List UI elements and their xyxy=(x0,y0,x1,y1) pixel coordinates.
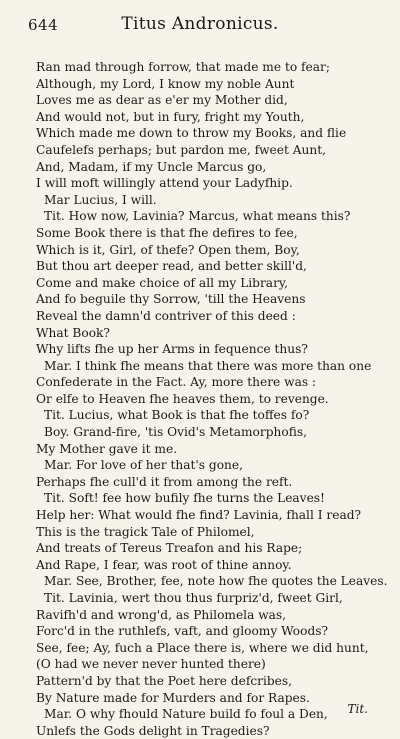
running-title: Titus Andronicus. xyxy=(121,14,279,34)
text-line: My Mother gave it me. xyxy=(36,441,178,456)
text-line: Mar. For love of her that's gone, xyxy=(44,458,243,473)
catchword: Tit. xyxy=(347,702,368,716)
text-line: Tit. Lucius, what Book is that fhe toffes fo? xyxy=(44,408,310,423)
text-line: But thou art deeper read, and better skill'd, xyxy=(36,259,307,274)
text-line: Caufelefs perhaps; but pardon me, fweet Aunt, xyxy=(36,142,327,157)
text-line: What Book? xyxy=(36,325,110,340)
page-number: 644 xyxy=(28,16,59,34)
text-line: (O had we never never hunted there) xyxy=(36,657,266,672)
text-line: Why lifts fhe up her Arms in fequence thus? xyxy=(36,342,308,357)
text-line: Pattern'd by that the Poet here defcribes, xyxy=(36,673,293,688)
text-line: Ravifh'd and wrong'd, as Philomela was, xyxy=(36,607,287,622)
text-line: And treats of Tereus Treafon and his Rape; xyxy=(36,541,303,556)
text-line: Mar. I think fhe means that there was more than one xyxy=(44,358,372,373)
text-line: Mar Lucius, I will. xyxy=(44,192,157,207)
text-line: Perhaps fhe cull'd it from among the reft. xyxy=(36,474,293,489)
text-line: Ran mad through forrow, that made me to fear; xyxy=(36,60,330,74)
text-line: And fo beguile thy Sorrow, 'till the Heavens xyxy=(36,292,306,307)
text-line: Loves me as dear as e'er my Mother did, xyxy=(36,93,288,108)
text-line: Come and make choice of all my Library, xyxy=(36,275,289,290)
text-body xyxy=(0,59,400,739)
text-line: Reveal the damn'd contriver of this deed : xyxy=(36,308,296,323)
text-line: Boy. Grand-fire, 'tis Ovid's Metamorphofis, xyxy=(44,425,307,440)
text-line: And Rape, I fear, was root of thine annoy. xyxy=(36,557,292,572)
text-line: Confederate in the Fact. Ay, more there was : xyxy=(36,375,317,390)
text-line: Mar. See, Brother, fee, note how fhe quotes the Leaves. xyxy=(44,574,388,589)
text-line: Help her: What would fhe find? Lavinia, fhall I read? xyxy=(36,508,362,523)
text-line: Forc'd in the ruthlefs, vaft, and gloomy Woods? xyxy=(36,624,329,639)
text-line: And would not, but in fury, fright my Youth, xyxy=(36,109,305,124)
text-line: Some Book there is that fhe defires to fee, xyxy=(36,225,298,240)
text-line: Which made me down to throw my Books, and flie xyxy=(36,126,347,141)
text-line: Tit. Lavinia, wert thou thus furpriz'd, fweet Girl, xyxy=(44,591,343,605)
text-line: And, Madam, if my Uncle Marcus go, xyxy=(36,159,267,174)
text-line: By Nature made for Murders and for Rapes. xyxy=(36,690,310,705)
page-header xyxy=(18,6,382,36)
text-line: Tit. Soft! fee how bufily fhe turns the Leaves! xyxy=(44,491,325,506)
text-line: See, fee; Ay, fuch a Place there is, where we did hunt, xyxy=(36,640,369,655)
text-line: Although, my Lord, I know my noble Aunt xyxy=(36,76,295,91)
text-line: Or elfe to Heaven fhe heaves them, to revenge. xyxy=(36,391,329,406)
text-line: I will moft willingly attend your Ladyfhip. xyxy=(36,176,293,191)
text-line: This is the tragick Tale of Philomel, xyxy=(36,524,255,539)
text-line: Tit. How now, Lavinia? Marcus, what means this? xyxy=(44,209,351,224)
text-line: Unlefs the Gods delight in Tragedies? xyxy=(36,723,270,738)
text-line: Which is it, Girl, of thefe? Open them, Boy, xyxy=(36,242,300,257)
text-line: Mar. O why fhould Nature build fo foul a Den, xyxy=(44,707,328,722)
